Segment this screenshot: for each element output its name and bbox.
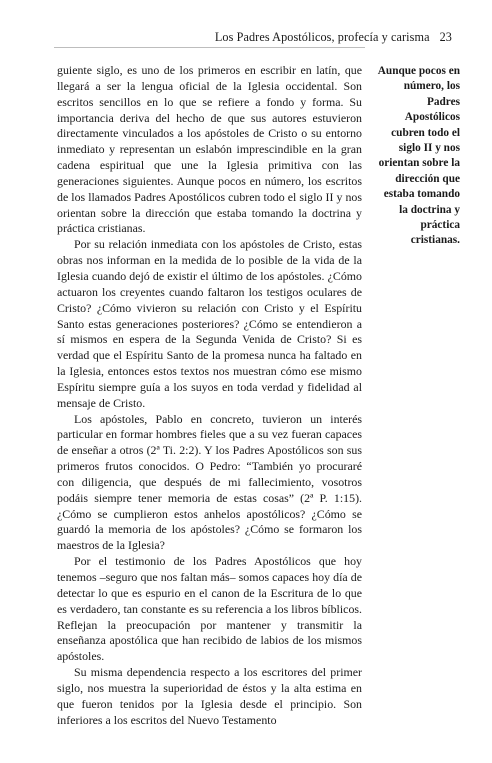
body-text	[57, 63, 362, 728]
margin-note: Aunque pocos en número, los Padres Apostólicos cubren todo el siglo II y nos orientan sobre la dirección que estaba tomando la doctrina y práctica cristianas.	[377, 65, 460, 247]
paragraph-4: Por el testimonio de los Padres Apostólicos que hoy tenemos –seguro que nos faltan más– somos capaces hoy día de detectar lo que es espurio en el canon de la Escritura de lo que es verdadero, tan constante es su referencia a los libros bíblicos. Reflejan la preocupación por mantener y transmitir la enseñanza apostólica que han recibido de labios de los mismos apóstoles.	[57, 554, 362, 664]
header-rule	[54, 47, 365, 48]
paragraph-3: Los apóstoles, Pablo en concreto, tuvieron un interés particular en formar hombres fieles que a su vez fueran capaces de enseñar a otros (2ª Ti. 2:2). Y los Padres Apostólicos son sus primeros frutos conocidos. O Pedro: “También yo procuraré con diligencia, que después de mi fallecimiento, vosotros podáis siempre tener memoria de estas cosas” (2ª P. 1:15). ¿Cómo se cumplieron estos anhelos apostólicos? ¿Cómo se guardó la memoria de los apóstoles? ¿Cómo se formaron los maestros de la Iglesia?	[57, 411, 362, 553]
page-number: 23	[439, 30, 452, 44]
paragraph-1: guiente siglo, es uno de los primeros en escribir en latín, que llegará a ser la lengua oficial de la Iglesia occidental. Son escritos sencillos en lo que se refiere a fondo y forma. Su importancia deriva del hecho de que sus autores estuvieron directamente vinculados a los apóstoles de Cristo o su entorno inmediato y representan un eslabón imprescindible en la gran cadena espiritual que une la Iglesia primitiva con las generaciones siguientes. Aunque pocos en número, los escritos de los llamados Padres Apostólicos cubren todo el siglo II y nos orientan sobre la dirección que estaba tomando la doctrina y práctica cristianas.	[57, 63, 362, 236]
running-title: Los Padres Apostólicos, profecía y carisma	[214, 30, 430, 44]
running-header	[196, 30, 452, 45]
paragraph-5: Su misma dependencia respecto a los escritores del primer siglo, nos muestra la superioridad de éstos y la alta estima en que fueron tenidos por la Iglesia desde el principio. Son inferiores a los escritos del Nuevo Testamento	[57, 665, 362, 727]
paragraph-2: Por su relación inmediata con los apóstoles de Cristo, estas obras nos informan en la medida de lo posible de la vida de la Iglesia cuando dejó de existir el último de los apóstoles. ¿Cómo actuaron los creyentes cuando faltaron los testigos oculares de Cristo? ¿Cómo vivieron su relación con Cristo y el Espíritu Santo estas generaciones posteriores? ¿Cómo se entendieron a sí mismos en espera de la Segunda Venida de Cristo? Si es verdad que el Espíritu Santo de la promesa nunca ha faltado en la Iglesia, entonces estos textos nos muestran cómo ese mismo Espíritu siempre guía a los suyos en toda verdad y fidelidad al mensaje de Cristo.	[57, 237, 362, 410]
